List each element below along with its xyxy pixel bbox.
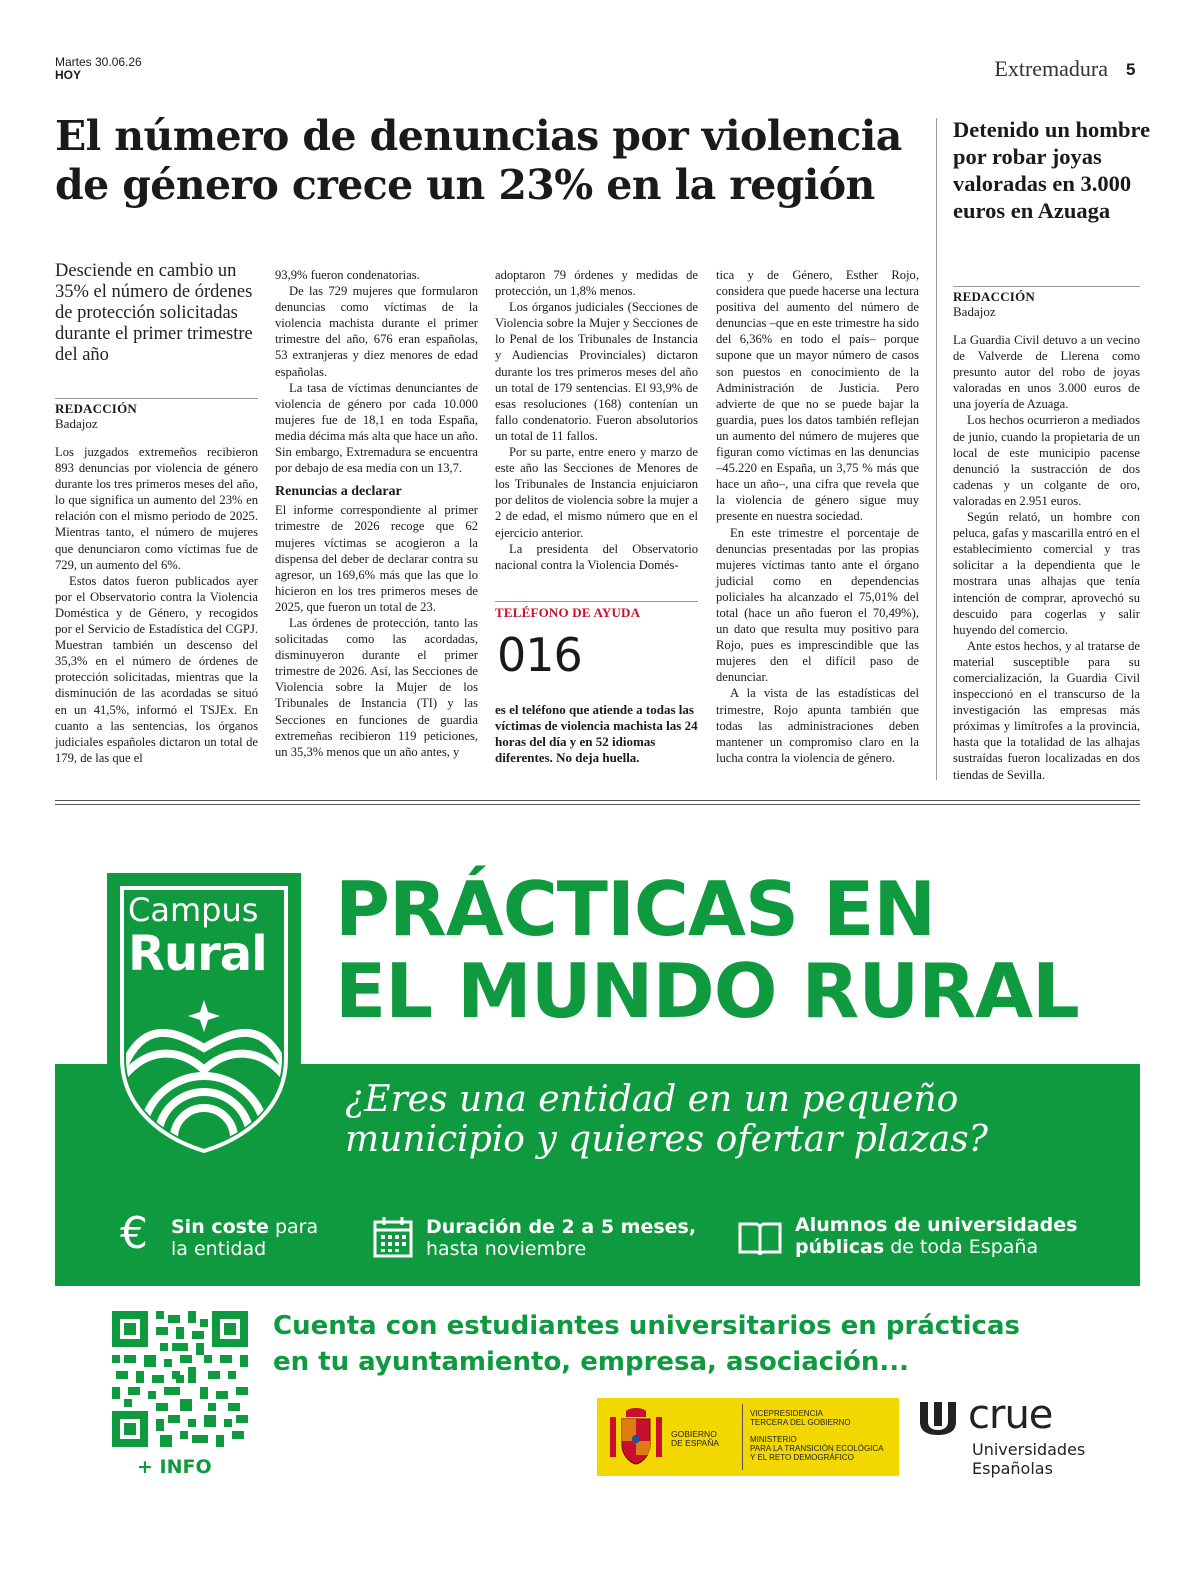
- gov-text-line: GOBIERNO: [671, 1429, 717, 1439]
- paragraph: La Guardia Civil detuvo a un vecino de Valverde de Llerena como presunto autor del robo de joyas valoradas en unos 3.000 euros de una joyería de Azuaga.: [953, 333, 1140, 412]
- cta-line: Cuenta con estudiantes universitarios en prácticas: [273, 1311, 1020, 1341]
- paragraph: Los órganos judiciales (Secciones de Violencia sobre la Mujer y Secciones de lo Penal de los Tribunales de Instancia y Audiencias Provinciales) dictaron durante los tres primeros meses del año un total de 179 sentencias. El 93,9% de esas resoluciones (168) contenían un fallo condenatorio. Fueron absolutorios un total de 11 fallos.: [495, 300, 698, 443]
- badge-text-campus: Campus: [128, 891, 259, 929]
- euro-icon: €: [120, 1208, 148, 1259]
- feature-bold: Sin coste: [171, 1216, 269, 1238]
- side-headline: Detenido un hombre por robar joyas valoradas en 3.000 euros en Azuaga: [953, 117, 1151, 223]
- main-subtitle: Desciende en cambio un 35% el número de órdenes de protección solicitadas durante el primer trimestre del año: [55, 261, 253, 365]
- cta-line: en tu ayuntamiento, empresa, asociación...: [273, 1347, 910, 1377]
- crue-subtitle-line: Universidades: [972, 1440, 1086, 1459]
- book-icon: [737, 1220, 783, 1258]
- side-article-body: [953, 332, 1140, 783]
- feature-bold: Duración de 2 a 5 meses,: [426, 1216, 697, 1238]
- paragraph: tica y de Género, Esther Rojo, considera que puede hacerse una lectura positiva del aumento del número de denuncias –que en este trimestre ha sido del 6,36% en todo el país– porque supone que un mayor número de casos son puestos en conocimiento de la Administración de Justicia. Pero advierte de que no se puede bajar la guardia, pues los datos también reflejan un aumento del número de mujeres que figuran como víctimas en las denuncias –45.220 en España, un 3,75 % más que hace un año–, una cifra que revela que la violencia de género sigue muy presente en nuestra sociedad.: [716, 268, 919, 524]
- gov-text-line: PARA LA TRANSICIÓN ECOLÓGICA: [750, 1444, 884, 1453]
- gov-text-line: VICEPRESIDENCIA: [750, 1409, 823, 1418]
- main-headline: El número de denuncias por violencia de género crece un 23% en la región: [55, 112, 902, 209]
- gov-left-text: [671, 1430, 719, 1448]
- help-phone-number: 016: [497, 628, 582, 682]
- calendar-icon: [373, 1216, 413, 1258]
- ad-question-line: ¿Eres una entidad en un pequeño: [345, 1079, 959, 1120]
- feature-bold: públicas: [795, 1236, 885, 1258]
- paragraph: Por su parte, entre enero y marzo de este año las Secciones de Menores de los Tribunales de Instancia enjuiciaron por delitos de violencia sobre la mujer a 2 de edad, el mismo número que en el ejercicio anterior.: [495, 445, 698, 540]
- byline-author: REDACCIÓN: [953, 289, 1035, 304]
- paragraph: La presidenta del Observatorio nacional contra la Violencia Domés-: [495, 541, 698, 572]
- page-number: 5: [1126, 60, 1136, 79]
- paragraph: La tasa de víctimas denunciantes de violencia de género por cada 10.000 mujeres fue de 18,1 en toda España, media décima más alta que hace un año. Sin embargo, Extremadura se encuentra por debajo de esa media con un 13,7.: [275, 380, 478, 476]
- subheading: Renuncias a declarar: [275, 484, 402, 500]
- crue-wordmark: crue: [968, 1392, 1053, 1438]
- paragraph: En este trimestre el porcentaje de denuncias presentadas por las propias mujeres víctimas tanto ante el órgano judicial como en dependencias policiales ha alcanzado el 75,01% del total (hace un año fueron el 70,49%), un dato que resulta muy positivo para Rojo, pues es imprescindible que las mujeres den el difícil paso de denunciar.: [716, 525, 919, 685]
- gov-right-text: [750, 1409, 884, 1462]
- paragraph: Según relató, un hombre con peluca, gafas y mascarilla entró en el establecimiento comercial y tras solicitar a la dependienta que le mostrara unas alhajas que tenía intención de comprar, aprovechó su descuido para cogerlas y salir huyendo del comercio.: [953, 510, 1140, 637]
- paragraph: 93,9% fueron condenatorias.: [275, 268, 420, 282]
- ad-call-to-action: [273, 1308, 1133, 1380]
- column-divider: [936, 118, 937, 780]
- coat-of-arms-icon: [608, 1407, 664, 1467]
- qr-code[interactable]: [112, 1311, 248, 1447]
- feature-text: para: [268, 1216, 319, 1238]
- gov-text-line: TERCERA DEL GOBIERNO: [750, 1418, 851, 1427]
- feature-text: hasta noviembre: [426, 1238, 587, 1260]
- help-label: TELÉFONO DE AYUDA: [495, 605, 641, 620]
- issue-date: [55, 56, 142, 82]
- article-column-2: [275, 267, 478, 760]
- article-column-1: [55, 444, 258, 766]
- feature-cost: [171, 1216, 318, 1260]
- side-byline: [953, 289, 1035, 319]
- byline-author: REDACCIÓN: [55, 401, 137, 416]
- section-separator: [55, 800, 1140, 805]
- crue-subtitle: [972, 1440, 1085, 1478]
- paragraph: El informe correspondiente al primer trimestre de 2026 recoge que 62 mujeres víctimas se acogieron a la dispensa del deber de declarar contra su agresor, un 169,6% más que las que lo hicieron en los tres primeros meses de 2025, que fueron un total de 23.: [275, 503, 478, 614]
- ad-question: [345, 1080, 1125, 1160]
- ad-title: [335, 865, 1155, 1035]
- byline-place: Badajoz: [55, 416, 98, 431]
- feature-bold: Alumnos de universidades: [795, 1214, 1078, 1236]
- paragraph: A la vista de las estadísticas del trimestre, Rojo apunta también que todas las administraciones deben mantener un compromiso claro en la lucha contra la violencia de género.: [716, 686, 919, 765]
- paragraph: De las 729 mujeres que formularon denuncias como víctimas de la violencia machista durante el primer trimestre del año, 676 eran españolas, 53 extranjeras y diez menores de edad españolas.: [275, 284, 478, 379]
- divider: [495, 601, 698, 602]
- gov-divider: [742, 1404, 743, 1470]
- gov-text-line: Y EL RETO DEMOGRÁFICO: [750, 1453, 854, 1462]
- divider: [55, 398, 258, 399]
- main-byline: [55, 401, 137, 431]
- article-column-4: [716, 267, 919, 766]
- feature-text: la entidad: [171, 1238, 267, 1260]
- paragraph: Los juzgados extremeños recibieron 893 denuncias por violencia de género durante los tres primeros meses del año, lo que significa un aumento del 23% en relación con el mismo periodo de 2025. Mientras tanto, el número de mujeres que denunciaron como víctimas fue de 729, un aumento del 6%.: [55, 445, 258, 572]
- paragraph: Ante estos hechos, y al tratarse de material susceptible para su comercialización, la Guardia Civil inspeccionó en el transcurso de la investigación las empresas más próximas y limítrofes a la provincia, hasta que la totalidad de las alhajas sustraídas fueron localizadas en dos tiendas de Sevilla.: [953, 638, 1140, 782]
- help-text: es el teléfono que atiende a todas las víctimas de violencia machista las 24 horas del día y en 52 idiomas diferentes. No deja huella.: [495, 702, 698, 766]
- badge-text-rural: Rural: [128, 926, 267, 982]
- feature-duration: [426, 1216, 696, 1260]
- paragraph: Las órdenes de protección, tanto las solicitadas como las acordadas, disminuyeron durante el primer trimestre de 2026. Así, las Secciones de Violencia sobre la Mujer de los Tribunales de Instancia (TI) y las Secciones en funciones de guardia extremeñas recibieron 119 peticiones, un 35,3% menos que un año antes, y: [275, 615, 478, 759]
- ad-question-line: municipio y quieres ofertar plazas?: [345, 1119, 988, 1160]
- section-name: Extremadura: [994, 56, 1108, 81]
- crue-subtitle-line: Españolas: [972, 1459, 1053, 1478]
- paragraph: Los hechos ocurrieron a mediados de junio, cuando la propietaria de un local de este municipio pacense denunció la sustracción de dos cadenas y un colgante de oro, valoradas en 2.951 euros.: [953, 413, 1140, 508]
- date-text: Martes 30.06.26: [55, 55, 142, 69]
- byline-place: Badajoz: [953, 304, 996, 319]
- paragraph: Estos datos fueron publicados ayer por el Observatorio contra la Violencia Doméstica y de Género, y recogidos por el Servicio de Estadística del CGPJ. Muestran también un descenso del 35,3% en el número de órdenes de protección solicitadas, mientras que la disminución de las acordadas se situó en un 41,5%, informó el TSJEx. En cuanto a las sentencias, los órganos judiciales españoles dictaron un total de 179, de las que el: [55, 573, 258, 765]
- gov-text-line: DE ESPAÑA: [671, 1438, 720, 1448]
- gov-text-line: MINISTERIO: [750, 1435, 797, 1444]
- ad-title-line: EL MUNDO RURAL: [335, 947, 1079, 1035]
- feature-text: de toda España: [884, 1236, 1039, 1258]
- divider: [953, 286, 1140, 287]
- crue-logo-icon: [918, 1400, 958, 1436]
- feature-students: [795, 1214, 1077, 1258]
- article-column-3: [495, 267, 698, 573]
- more-info-link[interactable]: + INFO: [137, 1456, 212, 1478]
- ad-title-line: PRÁCTICAS EN: [335, 865, 936, 953]
- paper-name: HOY: [55, 68, 82, 82]
- paragraph: adoptaron 79 órdenes y medidas de protección, un 1,8% menos.: [495, 268, 698, 299]
